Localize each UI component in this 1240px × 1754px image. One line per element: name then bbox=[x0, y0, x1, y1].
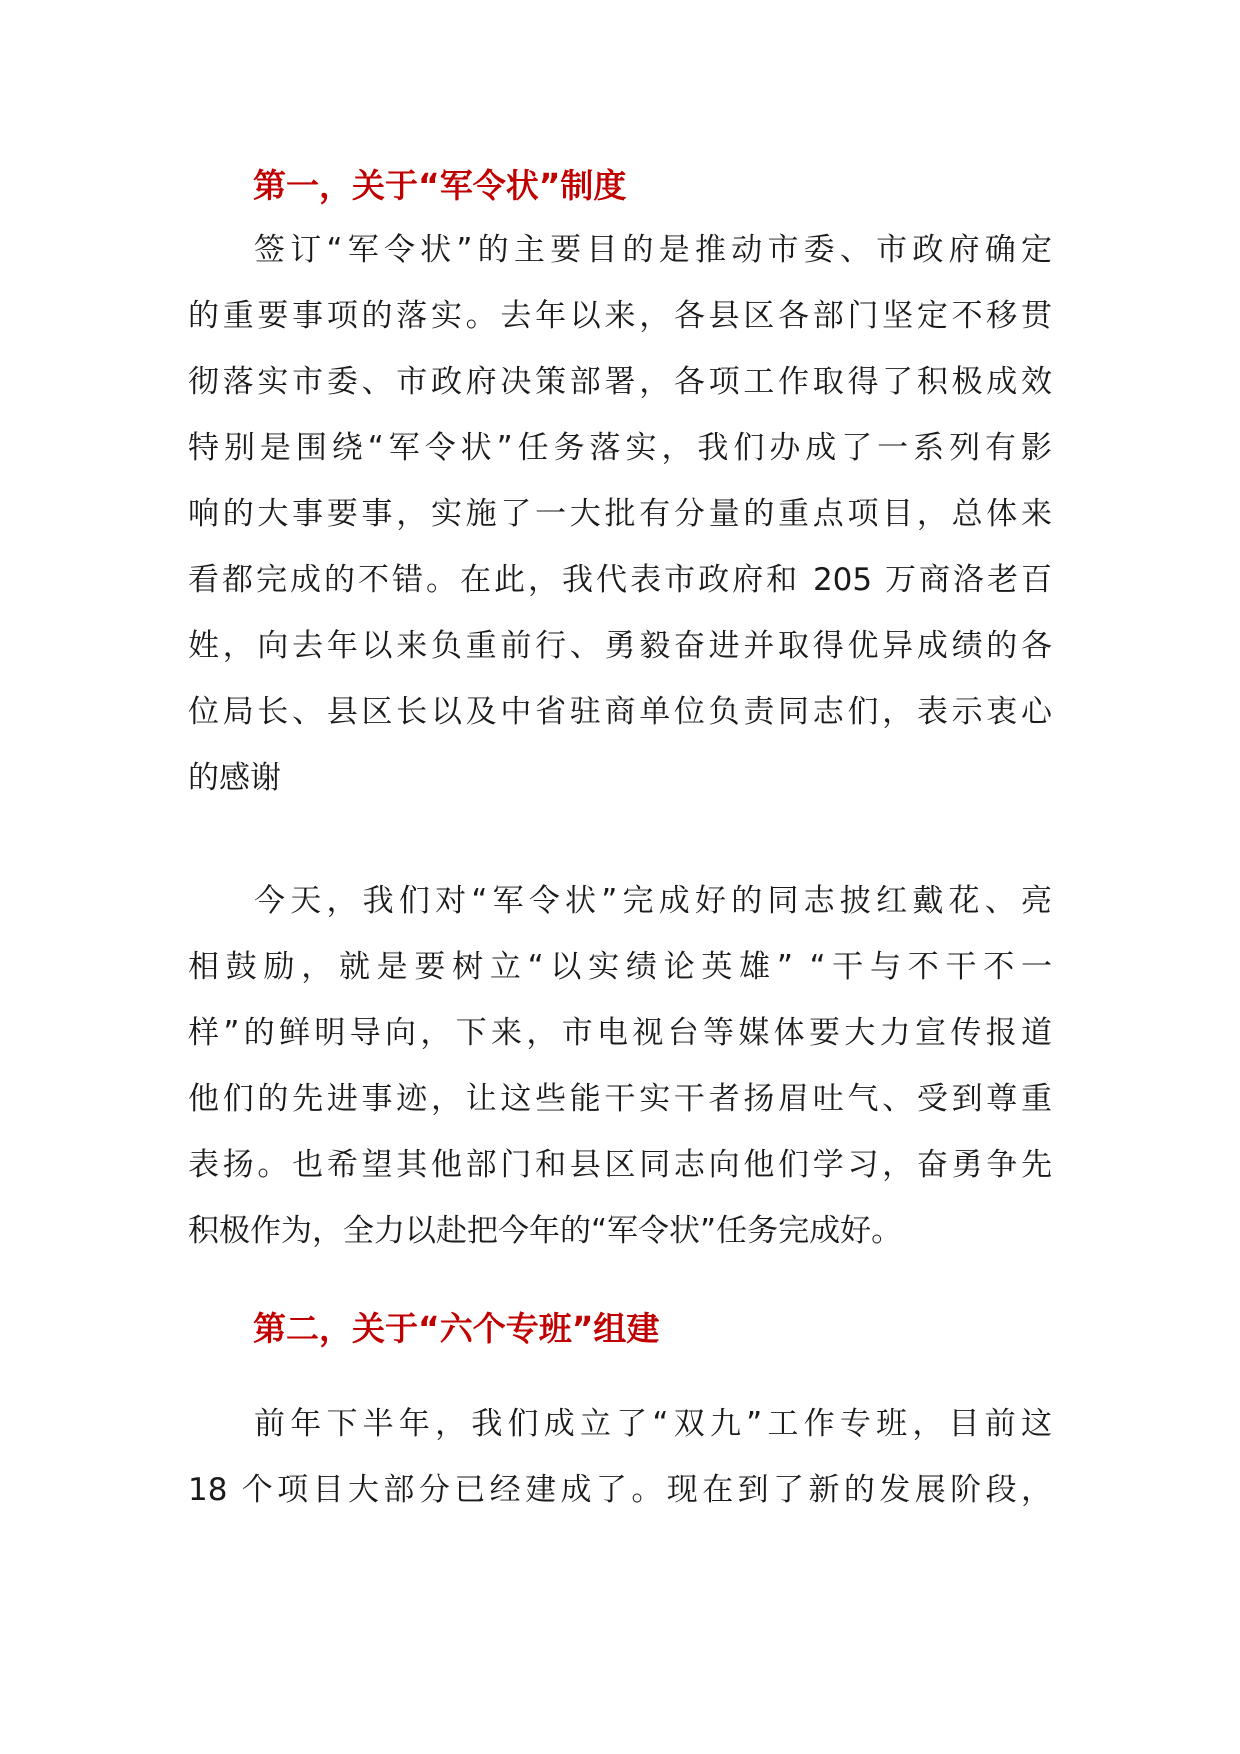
paragraph-line: 他们的先进事迹，让这些能干实干者扬眉吐气、受到尊重 bbox=[188, 1081, 1052, 1117]
section-heading-1: 第一，关于“军令状”制度 bbox=[253, 166, 627, 205]
paragraph-line: 18 个项目大部分已经建成了。现在到了新的发展阶段， bbox=[188, 1472, 1052, 1508]
paragraph-line: 签订“军令状”的主要目的是推动市委、市政府确定 bbox=[254, 232, 1052, 268]
paragraph-line: 位局长、县区长以及中省驻商单位负责同志们，表示衷心 bbox=[188, 694, 1052, 730]
paragraph-line: 的重要事项的落实。去年以来，各县区各部门坚定不移贯 bbox=[188, 298, 1052, 334]
paragraph-line: 特别是围绕“军令状”任务落实，我们办成了一系列有影 bbox=[188, 430, 1052, 466]
paragraph-line: 的感谢 bbox=[188, 760, 281, 796]
paragraph-line: 姓，向去年以来负重前行、勇毅奋进并取得优异成绩的各 bbox=[188, 628, 1052, 664]
paragraph-line: 彻落实市委、市政府决策部署，各项工作取得了积极成效 bbox=[188, 364, 1052, 400]
paragraph-line: 积极作为，全力以赴把今年的“军令状”任务完成好。 bbox=[188, 1213, 903, 1249]
paragraph-line: 前年下半年，我们成立了“双九”工作专班，目前这 bbox=[254, 1406, 1052, 1442]
paragraph-line: 样”的鲜明导向，下来，市电视台等媒体要大力宣传报道 bbox=[188, 1015, 1052, 1051]
paragraph-line: 今天，我们对“军令状”完成好的同志披红戴花、亮 bbox=[254, 883, 1052, 919]
paragraph-line: 响的大事要事，实施了一大批有分量的重点项目，总体来 bbox=[188, 496, 1052, 532]
paragraph-line: 表扬。也希望其他部门和县区同志向他们学习，奋勇争先 bbox=[188, 1147, 1052, 1183]
paragraph-line: 看都完成的不错。在此，我代表市政府和 205 万商洛老百 bbox=[188, 562, 1052, 598]
paragraph-2 bbox=[188, 868, 1052, 1264]
paragraph-3 bbox=[188, 1391, 1052, 1523]
paragraph-1 bbox=[188, 217, 1052, 811]
paragraph-line: 相鼓励，就是要树立“以实绩论英雄” “干与不干不一 bbox=[188, 949, 1052, 985]
section-heading-2: 第二，关于“六个专班”组建 bbox=[253, 1309, 660, 1348]
